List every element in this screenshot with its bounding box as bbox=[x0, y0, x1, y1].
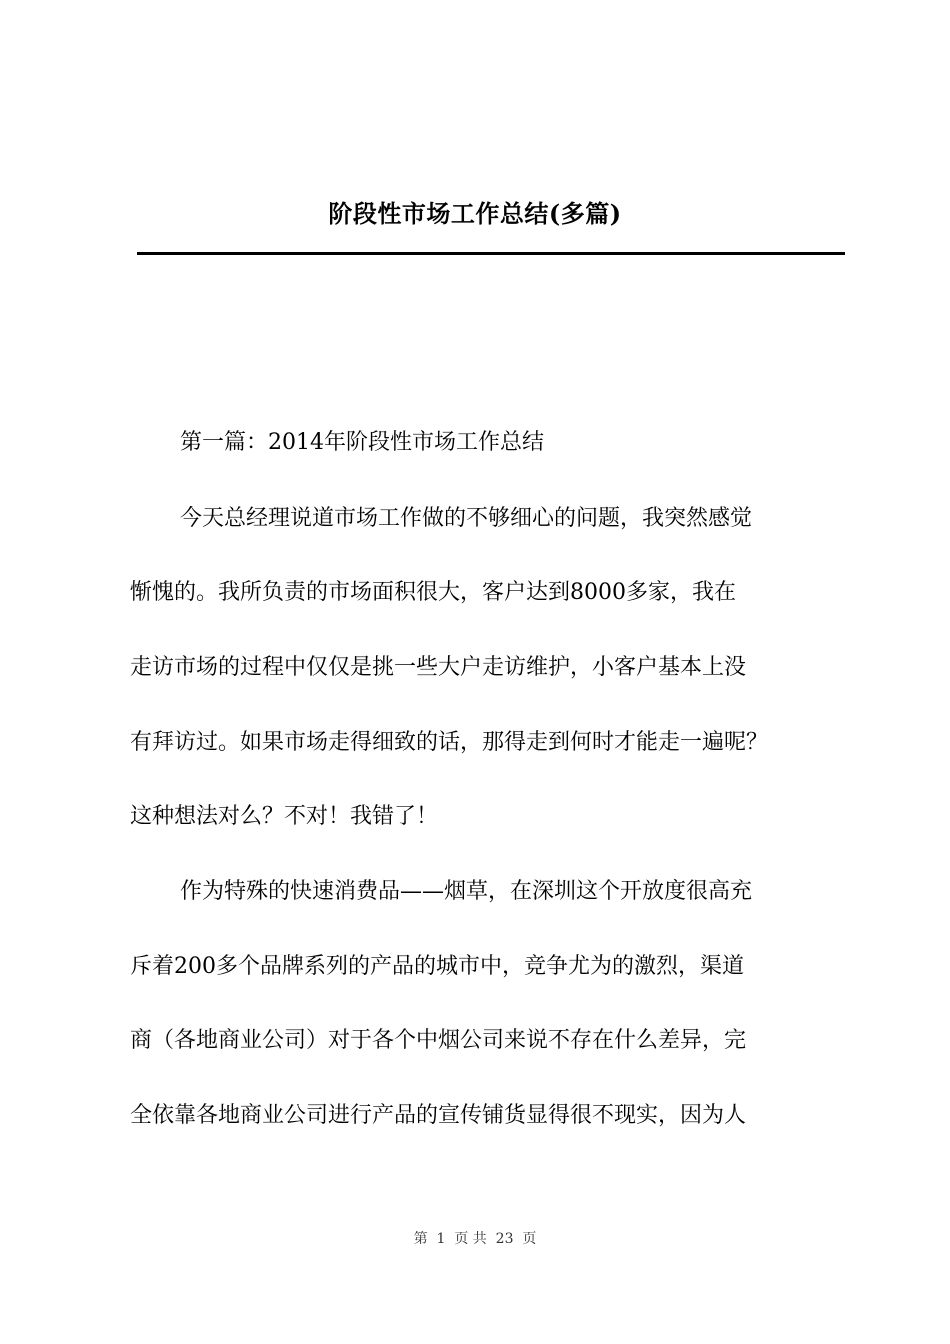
paragraph-line: 走访市场的过程中仅仅是挑一些大户走访维护，小客户基本上没 bbox=[130, 655, 747, 680]
document-title: 阶段性市场工作总结(多篇) bbox=[328, 199, 622, 228]
paragraph-line: 有拜访过。如果市场走得细致的话，那得走到何时才能走一遍呢？ bbox=[130, 730, 769, 755]
title-divider bbox=[137, 252, 845, 255]
paragraph-line: 商（各地商业公司）对于各个中烟公司来说不存在什么差异，完 bbox=[130, 1028, 747, 1053]
paragraph-line: 今天总经理说道市场工作做的不够细心的问题，我突然感觉 bbox=[180, 506, 753, 531]
paragraph-line: 这种想法对么？不对！我错了！ bbox=[130, 804, 439, 829]
page-number-footer: 第 1 页 共 23 页 bbox=[413, 1231, 537, 1247]
paragraph-line: 斥着200多个品牌系列的产品的城市中，竞争尤为的激烈，渠道 bbox=[130, 954, 744, 979]
paragraph-line: 作为特殊的快速消费品——烟草，在深圳这个开放度很高充 bbox=[180, 879, 753, 904]
paragraph-line: 全依靠各地商业公司进行产品的宣传铺货显得很不现实，因为人 bbox=[130, 1103, 747, 1128]
paragraph-line: 惭愧的。我所负责的市场面积很大，客户达到8000多家，我在 bbox=[130, 580, 736, 605]
section-heading: 第一篇：2014年阶段性市场工作总结 bbox=[180, 430, 544, 455]
